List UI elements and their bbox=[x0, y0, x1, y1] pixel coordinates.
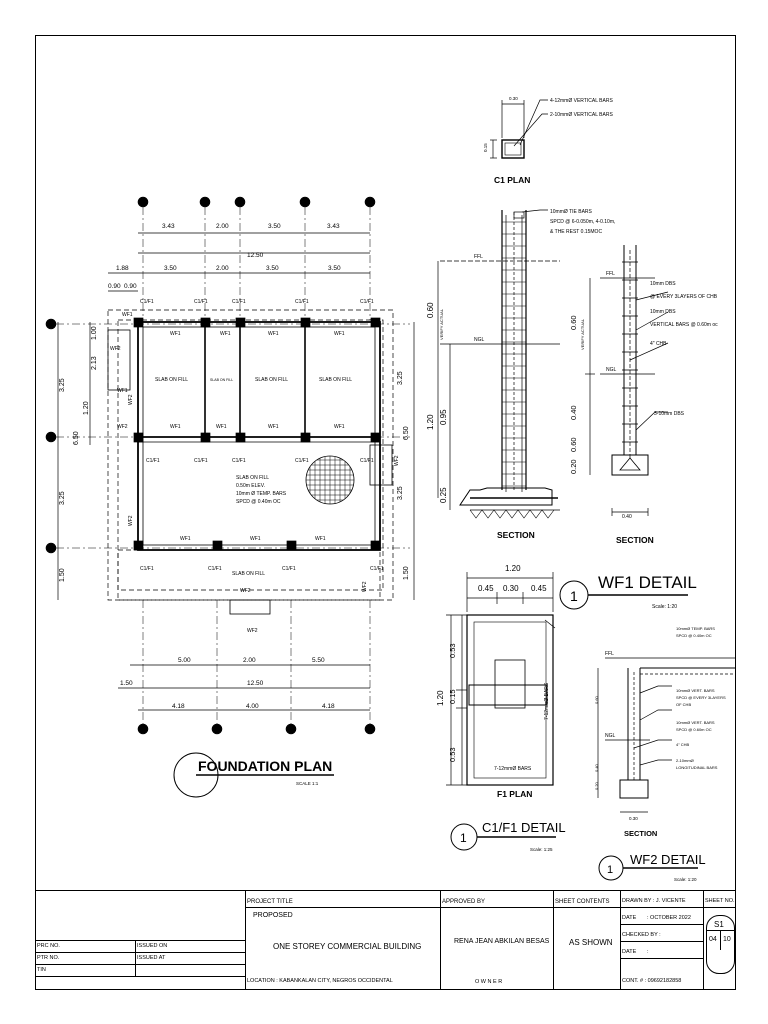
wall-ffl: FFL bbox=[606, 271, 615, 277]
wf1-num: 1 bbox=[570, 588, 578, 604]
col-dim-095: 0.95 bbox=[439, 409, 448, 425]
slab-label-5: SLAB ON FILL bbox=[232, 571, 266, 577]
wall-note3: 10mm DBS bbox=[650, 309, 676, 315]
wall-note4: VERTICAL BARS @ 0.60m oc bbox=[650, 322, 718, 328]
dim-top2-3: 3.50 bbox=[266, 265, 279, 272]
wf2-ngl: NGL bbox=[605, 733, 616, 739]
wf2-ffl: FFL bbox=[605, 651, 614, 657]
dim-top1-0: 3.43 bbox=[162, 223, 175, 230]
column-marker bbox=[134, 541, 143, 550]
wall-dim-060b: 0.60 bbox=[569, 437, 578, 452]
slab-label-1: SLAB ON FILL bbox=[155, 377, 189, 383]
issued-on-label: ISSUED ON bbox=[137, 943, 168, 949]
date2-label: DATE bbox=[622, 949, 637, 955]
f1-plan bbox=[446, 572, 555, 785]
wall-dim-040: 0.40 bbox=[569, 405, 578, 420]
col-dim-060: 0.60 bbox=[426, 302, 435, 318]
project-name: ONE STOREY COMMERCIAL BUILDING bbox=[273, 942, 422, 951]
c1f1-label-4: C1/F1 bbox=[295, 299, 309, 305]
title-block bbox=[35, 890, 736, 990]
f1-dim-a: 0.45 bbox=[478, 584, 494, 593]
col-dim-120: 1.20 bbox=[426, 414, 435, 430]
c1f1-label-1: C1/F1 bbox=[140, 299, 154, 305]
wf1-label-2: WF1 bbox=[220, 331, 231, 337]
slab-label-2: SLAB ON FILL bbox=[210, 378, 234, 382]
c1f1-label-14: C1/F1 bbox=[370, 566, 384, 572]
grid-left-b: B bbox=[49, 435, 53, 441]
dim-bot1-1: 2.00 bbox=[243, 657, 256, 664]
grid-top-2: 2 bbox=[203, 200, 207, 206]
wf2-note3: 10mmØ VERT. BARS bbox=[676, 688, 715, 693]
foundation-title: FOUNDATION PLAN bbox=[198, 758, 333, 774]
date1-label: DATE bbox=[622, 915, 637, 921]
dim-top3-0: 0.90 bbox=[108, 283, 121, 290]
dim-left-0: 3.25 bbox=[59, 378, 66, 392]
c1f1-label-2: C1/F1 bbox=[194, 299, 208, 305]
wf2-note10: LONGITUDINAL BARS bbox=[676, 765, 718, 770]
foundation-plan bbox=[56, 207, 414, 797]
wf1-title: WF1 DETAIL bbox=[598, 573, 697, 592]
grid-bottom-3: 3 bbox=[215, 727, 219, 733]
dim-bot2-total: 12.50 bbox=[247, 680, 264, 687]
wall-ngl: NGL bbox=[606, 367, 617, 373]
column-section bbox=[438, 210, 560, 518]
wf2-note7: SPCD @ 0.60m OC bbox=[676, 727, 712, 732]
dim-left-1: 6.50 bbox=[73, 431, 80, 445]
grid-bottom-5: 5 bbox=[289, 727, 293, 733]
c1-plan-title: C1 PLAN bbox=[494, 175, 531, 185]
wf2-label-6: WF2 bbox=[128, 515, 134, 526]
column-marker bbox=[301, 318, 310, 327]
prc-label: PRC NO. bbox=[37, 943, 60, 949]
dim-top1-2: 3.50 bbox=[268, 223, 281, 230]
dim-left-2: 3.25 bbox=[59, 491, 66, 505]
c1-dim-side: 0.15 bbox=[483, 143, 488, 152]
c1-dim-top: 0.30 bbox=[509, 96, 518, 101]
issued-at-label: ISSUED AT bbox=[137, 955, 166, 961]
wf2-label-8: WF2 bbox=[362, 581, 368, 592]
dim-right-0: 3.25 bbox=[397, 371, 404, 385]
date1-value: : OCTOBER 2022 bbox=[647, 915, 691, 921]
sheet-number-badge bbox=[706, 915, 735, 974]
wf2-label-4: WF2 bbox=[247, 628, 258, 634]
wall-note1: 10mm DBS bbox=[650, 281, 676, 287]
wf2-dim-width: 0.30 bbox=[629, 816, 638, 821]
wf2-section bbox=[598, 658, 735, 812]
f1-side-a: 0.53 bbox=[448, 643, 457, 658]
grid-bottom-7: 7 bbox=[368, 727, 372, 733]
wf1-scale: Scale: 1:20 bbox=[652, 604, 678, 610]
sheet-code: S1 bbox=[714, 920, 724, 929]
col-note3: & THE REST 0.15MOC bbox=[550, 229, 603, 235]
dim-total: 12.50 bbox=[247, 252, 264, 259]
owner-label: O W N E R bbox=[475, 979, 503, 985]
wall-dim-width: 0.40 bbox=[622, 514, 632, 520]
sheet-no-label: SHEET NO. bbox=[705, 898, 735, 904]
wf2-section-title: SECTION bbox=[624, 829, 658, 838]
c1-note2: 2-10mmØ VERTICAL BARS bbox=[550, 112, 613, 118]
grid-bottom-1: 1 bbox=[141, 727, 145, 733]
wf2-label-5: WF2 bbox=[128, 394, 134, 405]
approver-name: RENA JEAN ABKILAN BESAS bbox=[454, 938, 550, 945]
dim-bot2-left: 1.50 bbox=[120, 680, 133, 687]
c1f1-label-11: C1/F1 bbox=[140, 566, 154, 572]
grid-top-1: 1 bbox=[141, 200, 145, 206]
date2-value: : bbox=[647, 949, 649, 955]
approved-label: APPROVED BY bbox=[442, 899, 486, 905]
f1-side-b: 0.15 bbox=[448, 689, 457, 704]
slab-label-3: SLAB ON FILL bbox=[255, 377, 289, 383]
wf2-note4: SPCD @ EVERY 3LAYERS bbox=[676, 695, 726, 700]
dim-top2-2: 2.00 bbox=[216, 265, 229, 272]
wf1-label-3: WF1 bbox=[268, 331, 279, 337]
wf2-label-7: WF2 bbox=[394, 455, 400, 466]
dim-top2-4: 3.50 bbox=[328, 265, 341, 272]
tin-label: TIN bbox=[37, 967, 46, 973]
f1-bars-v: 7-12mmØ BARS bbox=[544, 682, 550, 720]
wall-section-title: SECTION bbox=[616, 535, 654, 545]
slab-note-1: SLAB ON FILL bbox=[236, 475, 270, 481]
dim-bot3-2: 4.18 bbox=[322, 703, 335, 710]
f1-side-total: 1.20 bbox=[436, 690, 445, 706]
wf2-note2: SPCD @ 0.40m OC bbox=[676, 633, 712, 638]
dim-top3-1: 0.90 bbox=[124, 283, 137, 290]
column-marker bbox=[134, 318, 143, 327]
column-marker bbox=[371, 433, 380, 442]
drawn-by: DRAWN BY : J. VICENTE bbox=[622, 898, 686, 904]
c1f1-label-7: C1/F1 bbox=[194, 458, 208, 464]
column-marker bbox=[236, 433, 245, 442]
dim-left-inner-0: 1.00 bbox=[91, 326, 98, 340]
wf2-label-3: WF2 bbox=[240, 588, 251, 594]
wf1-label-10: WF1 bbox=[250, 536, 261, 542]
slab-note-2: 0.50m ELEV. bbox=[236, 483, 266, 489]
col-note1: 10mmØ TIE BARS bbox=[550, 209, 592, 215]
wall-note2: @ EVERY 3LAYERS OF CHB bbox=[650, 294, 718, 300]
grid-left-c: C bbox=[49, 322, 53, 328]
column-marker bbox=[287, 541, 296, 550]
c1f1-label-9: C1/F1 bbox=[295, 458, 309, 464]
proposed-label: PROPOSED bbox=[253, 912, 293, 919]
wf1-label-6: WF1 bbox=[216, 424, 227, 430]
f1-bars-h: 7-12mmØ BARS bbox=[494, 766, 532, 772]
dim-bot1-2: 5.50 bbox=[312, 657, 325, 664]
wall-note6: 3-10mm DBS bbox=[654, 411, 685, 417]
wf2-dim1: 0.60 bbox=[594, 696, 599, 704]
c1-plan bbox=[490, 100, 548, 158]
dim-left-inner-1: 2.13 bbox=[91, 356, 98, 370]
c1f1-label-5: C1/F1 bbox=[360, 299, 374, 305]
wf2-title: WF2 DETAIL bbox=[630, 852, 706, 867]
wf1-label-12: WF1 bbox=[122, 312, 133, 318]
grid-top-6: 6 bbox=[303, 200, 307, 206]
column-marker bbox=[301, 433, 310, 442]
col-note2: SPCD @ 6-0.050m, 4-0.10m, bbox=[550, 219, 616, 225]
column-marker bbox=[201, 318, 210, 327]
wf1-label-5: WF1 bbox=[170, 424, 181, 430]
column-marker bbox=[201, 433, 210, 442]
sheet-num: 04 bbox=[709, 936, 717, 943]
col-ffl: FFL bbox=[474, 254, 483, 260]
slab-label-4: SLAB ON FILL bbox=[319, 377, 353, 383]
f1-dim-b: 0.30 bbox=[503, 584, 519, 593]
c1f1-label-3: C1/F1 bbox=[232, 299, 246, 305]
col-dim-025: 0.25 bbox=[439, 487, 448, 503]
wf2-scale: Scale: 1:20 bbox=[674, 877, 697, 882]
wall-note5: 4" CHB bbox=[650, 341, 667, 347]
slab-note-4: SPCD @ 0.40m OC bbox=[236, 499, 281, 505]
wall-verify: VERIFY ACTUAL bbox=[580, 318, 585, 350]
column-marker bbox=[134, 433, 143, 442]
f1-dim-total: 1.20 bbox=[505, 564, 521, 573]
wall-dim-060: 0.60 bbox=[569, 315, 578, 330]
wall-dim-020: 0.20 bbox=[569, 459, 578, 474]
c1f1-num: 1 bbox=[460, 831, 467, 845]
dim-right-2: 3.25 bbox=[397, 486, 404, 500]
col-ngl: NGL bbox=[474, 337, 485, 343]
wf2-note8: 4" CHB bbox=[676, 742, 690, 747]
dim-bot1-0: 5.00 bbox=[178, 657, 191, 664]
wf1-label-8: WF1 bbox=[334, 424, 345, 430]
wf2-dim3: 0.20 bbox=[594, 782, 599, 790]
wf1-label-1: WF1 bbox=[170, 331, 181, 337]
grid-top-4: 4 bbox=[238, 200, 242, 206]
column-marker bbox=[371, 318, 380, 327]
c1f1-label-6: C1/F1 bbox=[146, 458, 160, 464]
dim-top2-1: 3.50 bbox=[164, 265, 177, 272]
col-verify: VERIFY ACTUAL bbox=[439, 308, 444, 340]
column-marker bbox=[371, 541, 380, 550]
column-marker bbox=[213, 541, 222, 550]
c1-note1: 4-12mmØ VERTICAL BARS bbox=[550, 98, 613, 104]
dim-bot3-0: 4.18 bbox=[172, 703, 185, 710]
dim-top1-1: 2.00 bbox=[216, 223, 229, 230]
sheet-contents-label: SHEET CONTENTS bbox=[555, 899, 610, 905]
checked-by: CHECKED BY : bbox=[622, 932, 661, 938]
dim-right-1: 6.50 bbox=[403, 426, 410, 440]
c1f1-label-12: C1/F1 bbox=[208, 566, 222, 572]
f1-side-c: 0.53 bbox=[448, 747, 457, 762]
f1-dim-c: 0.45 bbox=[531, 584, 547, 593]
sheet-total: 10 bbox=[723, 936, 731, 943]
wf1-label-7: WF1 bbox=[268, 424, 279, 430]
slab-note-3: 10mm Ø TEMP. BARS bbox=[236, 491, 287, 497]
wf2-dim2: 0.40 bbox=[594, 764, 599, 772]
c1f1-scale: Scale: 1:25 bbox=[530, 847, 553, 852]
contact-number: CONT. # : 09692182858 bbox=[622, 978, 682, 984]
c1f1-label-10: C1/F1 bbox=[360, 458, 374, 464]
wf2-note9: 2-10mmØ bbox=[676, 758, 694, 763]
wf1-label-9: WF1 bbox=[180, 536, 191, 542]
wf2-num: 1 bbox=[607, 864, 614, 876]
location: LOCATION : KABANKALAN CITY, NEGROS OCCIDENTAL bbox=[247, 978, 393, 984]
grid-left-a: A bbox=[49, 546, 53, 552]
grid-top-7: 7 bbox=[368, 200, 372, 206]
wf2-label-2: WF2 bbox=[117, 424, 128, 430]
dim-left-3: 1.50 bbox=[59, 568, 66, 582]
wf1-label-4: WF1 bbox=[334, 331, 345, 337]
dim-top1-3: 3.43 bbox=[327, 223, 340, 230]
dim-bot3-1: 4.00 bbox=[246, 703, 259, 710]
ptr-label: PTR NO. bbox=[37, 955, 60, 961]
col-section-title: SECTION bbox=[497, 530, 535, 540]
c1f1-title: C1/F1 DETAIL bbox=[482, 820, 566, 835]
column-marker bbox=[236, 318, 245, 327]
wf2-label-1: WF2 bbox=[110, 346, 121, 352]
wf1-label-11: WF1 bbox=[315, 536, 326, 542]
dim-top2-0: 1.88 bbox=[116, 265, 129, 272]
wf1-label-13: WF1 bbox=[117, 388, 128, 394]
c1f1-label-8: C1/F1 bbox=[232, 458, 246, 464]
dim-left-inner-2: 1.20 bbox=[83, 401, 90, 415]
sheet-contents: AS SHOWN bbox=[569, 938, 613, 947]
wf2-note1: 10mmØ TEMP. BARS bbox=[676, 626, 715, 631]
dim-right-3: 1.50 bbox=[403, 566, 410, 580]
foundation-scale: SCALE 1:1 bbox=[296, 781, 319, 786]
f1-plan-title: F1 PLAN bbox=[497, 789, 533, 799]
c1f1-label-13: C1/F1 bbox=[282, 566, 296, 572]
project-title-label: PROJECT TITLE bbox=[247, 899, 293, 905]
wf2-note6: 10mmØ VERT. BARS bbox=[676, 720, 715, 725]
wf2-note5: OF CHB bbox=[676, 702, 692, 707]
